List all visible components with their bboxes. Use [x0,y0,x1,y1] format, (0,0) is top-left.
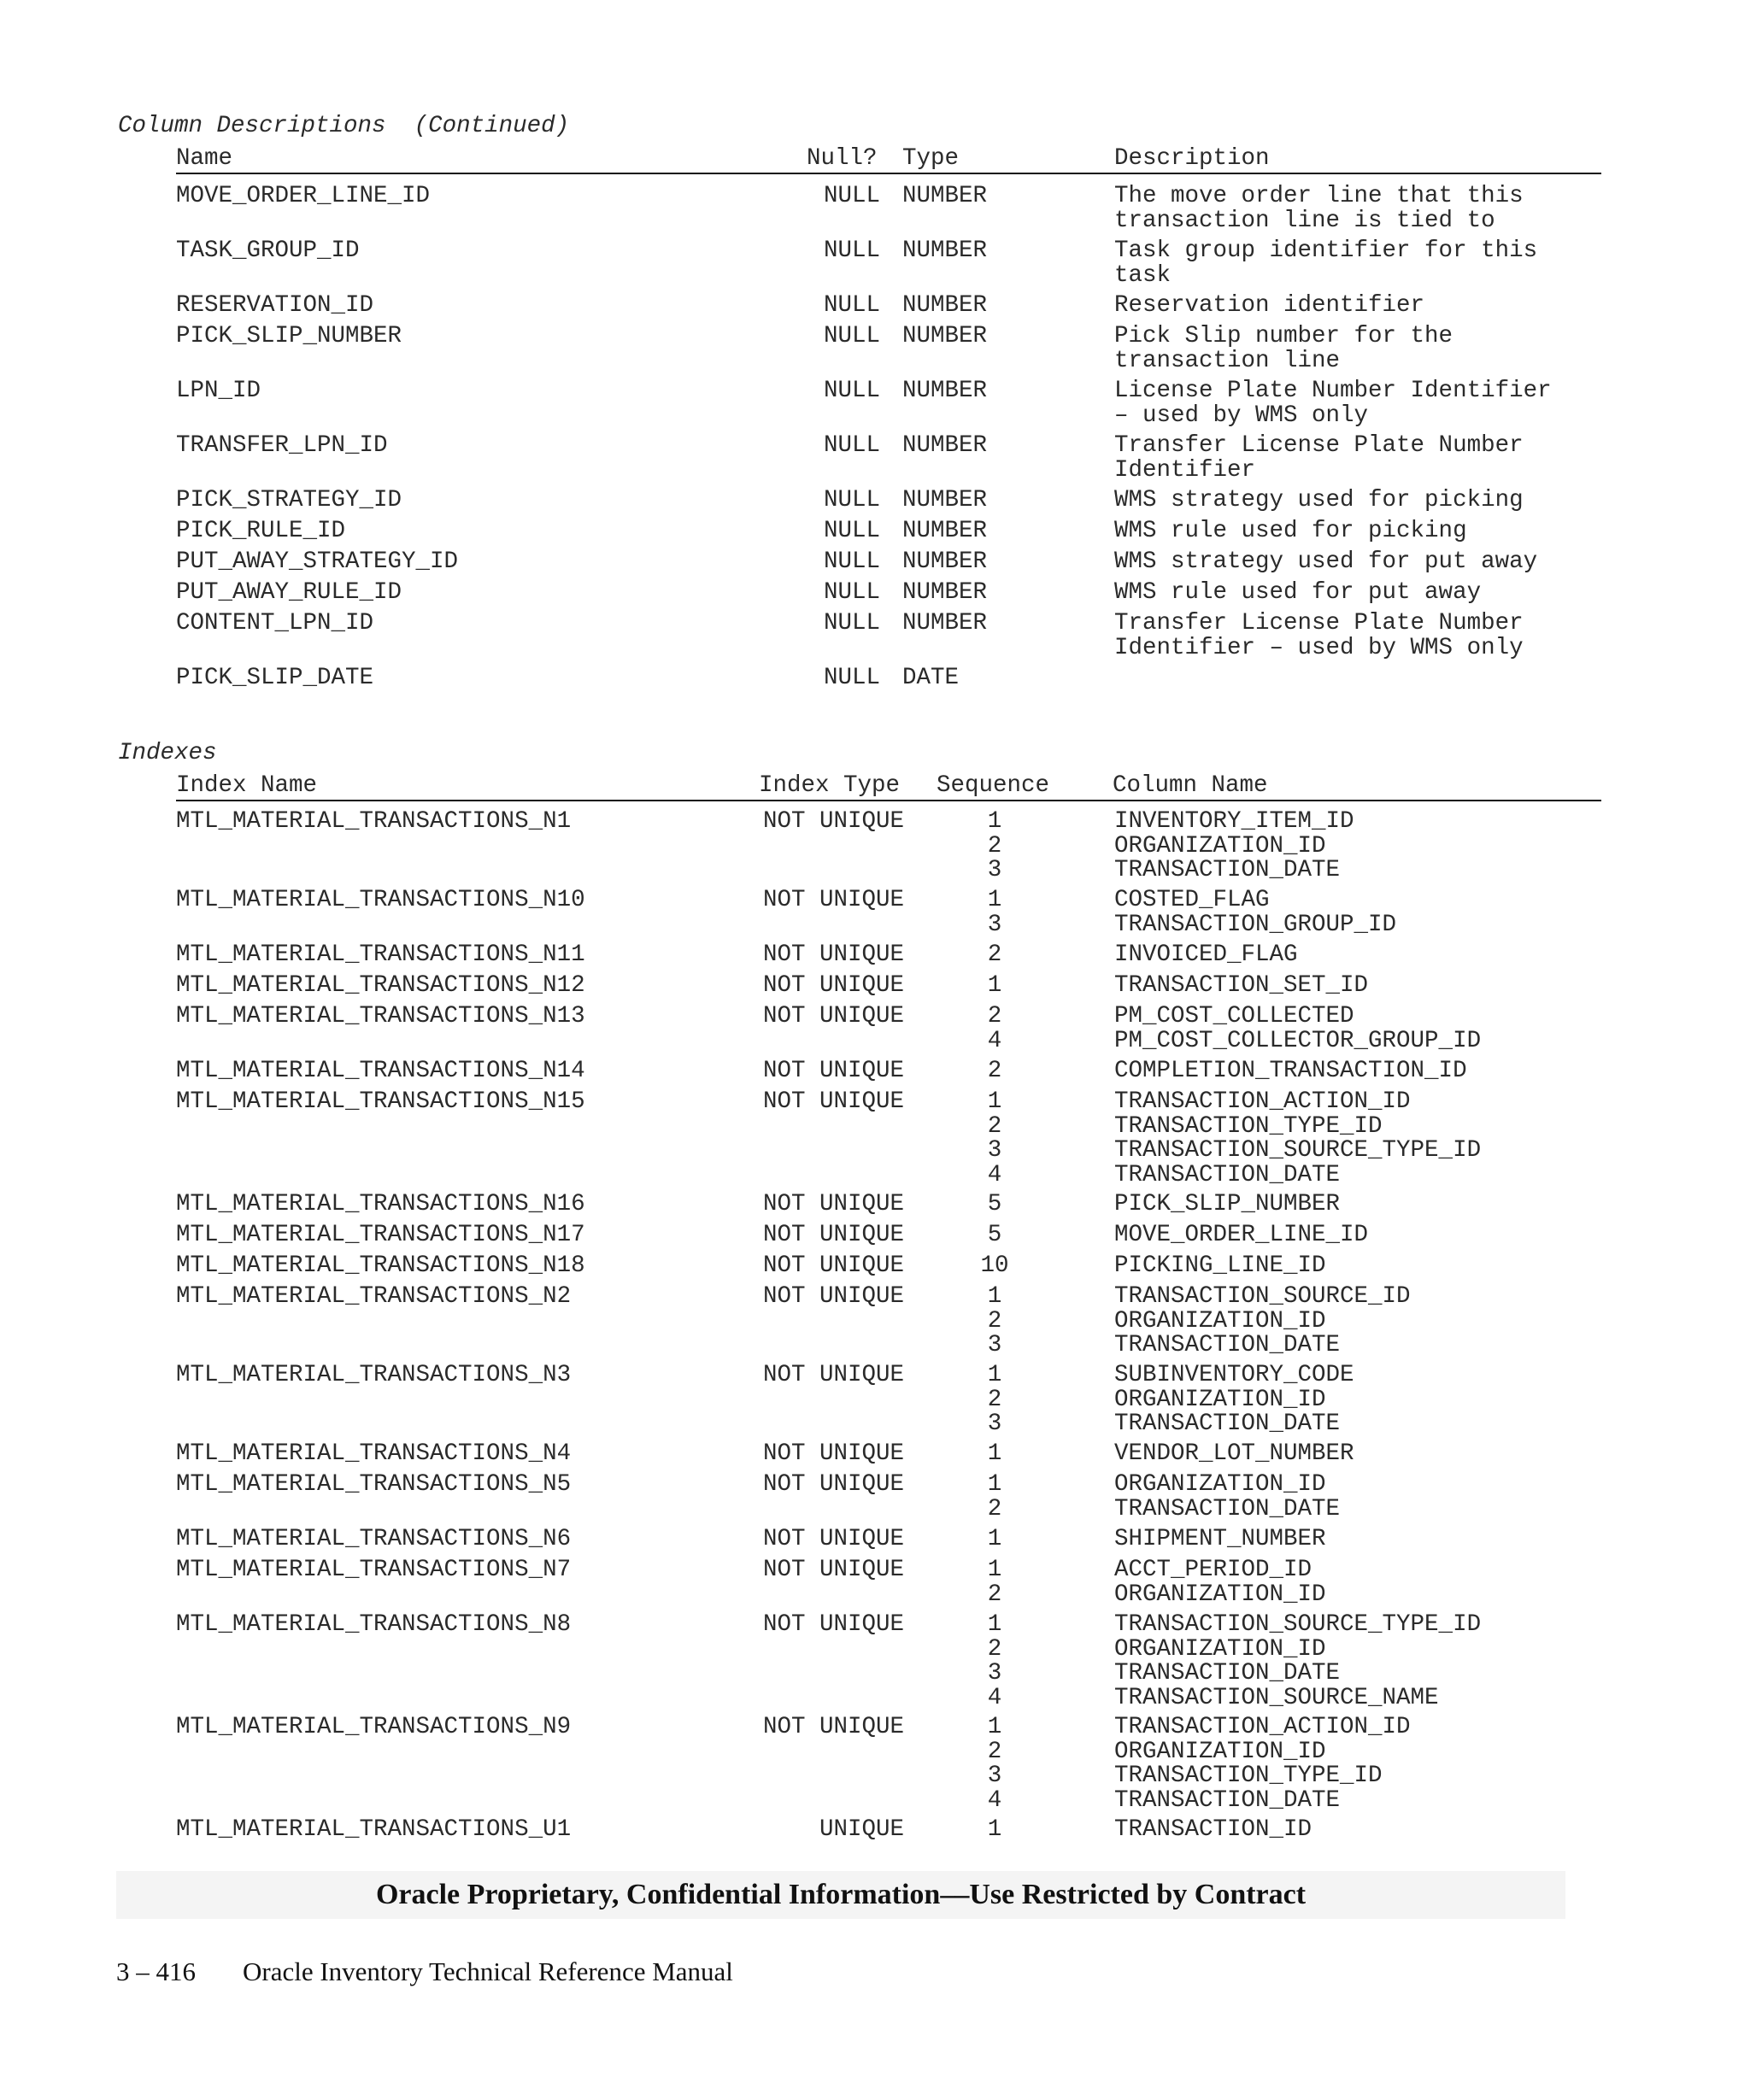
column-type: NUMBER [902,518,988,544]
header-column-name: Column Name [1113,772,1268,799]
column-description-line: Transfer License Plate Number [1114,610,1524,636]
column-name: PICK_SLIP_DATE [176,665,374,691]
column-type: NUMBER [902,292,988,319]
column-description-line: WMS rule used for put away [1114,579,1482,606]
index-sequence: 2 [987,941,1002,968]
index-sequence: 2 [987,1635,1002,1663]
index-sequence: 2 [987,1581,1002,1608]
header-name: Name [176,145,233,172]
section-title [118,114,569,139]
index-type: NOT UNIQUE [762,1714,904,1740]
index-name: MTL_MATERIAL_TRANSACTIONS_N6 [176,1526,572,1552]
column-name: PUT_AWAY_STRATEGY_ID [176,548,459,575]
column-description-line: – used by WMS only [1114,402,1369,429]
column-type: NUMBER [902,323,988,349]
header-null: Null? [807,145,878,172]
index-column-name: PM_COST_COLLECTOR_GROUP_ID [1114,1027,1482,1054]
index-column-name: TRANSACTION_DATE [1114,1411,1341,1437]
index-sequence: 1 [987,808,1002,835]
index-name: MTL_MATERIAL_TRANSACTIONS_N4 [176,1440,572,1467]
index-sequence: 1 [987,1526,1002,1552]
column-null: NULL [823,487,880,513]
column-null: NULL [823,548,880,575]
index-name: MTL_MATERIAL_TRANSACTIONS_N5 [176,1471,572,1498]
index-type: NOT UNIQUE [762,1058,904,1084]
header-rule [176,173,1601,174]
index-sequence: 2 [987,1386,1002,1413]
index-column-name: COMPLETION_TRANSACTION_ID [1114,1058,1467,1084]
column-description-line: WMS rule used for picking [1114,518,1467,544]
index-sequence: 2 [987,1738,1002,1765]
index-header-rule [176,800,1601,801]
index-column-name: SUBINVENTORY_CODE [1114,1362,1354,1388]
index-sequence: 1 [987,1088,1002,1115]
column-null: NULL [823,432,880,459]
index-type: NOT UNIQUE [762,1088,904,1115]
index-column-name: PICKING_LINE_ID [1114,1252,1326,1279]
column-null: NULL [823,378,880,404]
index-column-name: PM_COST_COLLECTED [1114,1003,1354,1029]
index-name: MTL_MATERIAL_TRANSACTIONS_N1 [176,808,572,835]
index-sequence: 5 [987,1222,1002,1248]
index-type: NOT UNIQUE [762,1362,904,1388]
index-type: NOT UNIQUE [762,1191,904,1217]
index-sequence: 3 [987,857,1002,883]
column-description-line: task [1114,261,1172,289]
index-type: NOT UNIQUE [762,1557,904,1583]
index-name: MTL_MATERIAL_TRANSACTIONS_N3 [176,1362,572,1388]
index-type: UNIQUE [819,1816,904,1843]
column-description-line: transaction line is tied to [1114,207,1495,234]
index-sequence: 3 [987,1763,1002,1789]
column-name: PICK_STRATEGY_ID [176,487,402,513]
column-type: NUMBER [902,548,988,575]
index-sequence: 1 [987,1471,1002,1498]
index-type: NOT UNIQUE [762,941,904,968]
index-name: MTL_MATERIAL_TRANSACTIONS_N7 [176,1557,572,1583]
index-type: NOT UNIQUE [762,1440,904,1467]
column-type: NUMBER [902,238,988,264]
index-sequence: 1 [987,972,1002,999]
index-name: MTL_MATERIAL_TRANSACTIONS_N12 [176,972,585,999]
section-title-text: Column Descriptions [118,113,386,139]
column-name: TASK_GROUP_ID [176,238,360,264]
header-sequence: Sequence [937,772,1050,799]
index-type: NOT UNIQUE [762,1003,904,1029]
index-column-name: COSTED_FLAG [1114,887,1270,913]
index-column-name: TRANSACTION_SOURCE_ID [1114,1283,1411,1310]
index-type: NOT UNIQUE [762,1611,904,1638]
index-column-name: TRANSACTION_SOURCE_TYPE_ID [1114,1611,1482,1638]
column-null: NULL [823,610,880,636]
index-sequence: 1 [987,1611,1002,1638]
column-description-line: Transfer License Plate Number [1114,432,1524,459]
column-type: NUMBER [902,378,988,404]
column-description-line: License Plate Number Identifier [1114,378,1552,404]
index-sequence: 2 [987,1495,1002,1522]
index-sequence: 3 [987,1137,1002,1164]
column-name: MOVE_ORDER_LINE_ID [176,183,431,209]
column-type: NUMBER [902,579,988,606]
continued-label: (Continued) [414,113,570,139]
index-name: MTL_MATERIAL_TRANSACTIONS_N2 [176,1283,572,1310]
index-type: NOT UNIQUE [762,1283,904,1310]
index-column-name: TRANSACTION_ID [1114,1816,1312,1843]
index-column-name: TRANSACTION_DATE [1114,1161,1341,1188]
index-sequence: 1 [987,887,1002,913]
column-type: NUMBER [902,183,988,209]
index-type: NOT UNIQUE [762,1222,904,1248]
index-sequence: 1 [987,1714,1002,1740]
index-column-name: ACCT_PERIOD_ID [1114,1557,1312,1583]
index-column-name: ORGANIZATION_ID [1114,1386,1326,1413]
column-description-line: WMS strategy used for put away [1114,548,1538,575]
index-name: MTL_MATERIAL_TRANSACTIONS_N11 [176,941,585,968]
column-description-line: Task group identifier for this [1114,238,1538,264]
index-type: NOT UNIQUE [762,1252,904,1279]
index-column-name: ORGANIZATION_ID [1114,1738,1326,1765]
index-sequence: 2 [987,1058,1002,1084]
index-type: NOT UNIQUE [762,972,904,999]
index-name: MTL_MATERIAL_TRANSACTIONS_N8 [176,1611,572,1638]
index-sequence: 1 [987,1362,1002,1388]
column-null: NULL [823,518,880,544]
index-column-name: ORGANIZATION_ID [1114,1471,1326,1498]
column-name: TRANSFER_LPN_ID [176,432,388,459]
index-sequence: 2 [987,1003,1002,1029]
column-null: NULL [823,665,880,691]
column-name: PICK_RULE_ID [176,518,346,544]
index-sequence: 3 [987,911,1002,938]
column-description-line: Pick Slip number for the [1114,323,1453,349]
index-sequence: 5 [987,1191,1002,1217]
column-type: NUMBER [902,487,988,513]
index-sequence: 4 [987,1161,1002,1188]
column-name: LPN_ID [176,378,261,404]
index-column-name: ORGANIZATION_ID [1114,1307,1326,1334]
index-name: MTL_MATERIAL_TRANSACTIONS_N15 [176,1088,585,1115]
index-sequence: 10 [980,1252,1009,1279]
index-type: NOT UNIQUE [762,1471,904,1498]
index-column-name: TRANSACTION_DATE [1114,857,1341,883]
index-column-name: SHIPMENT_NUMBER [1114,1526,1326,1552]
index-column-name: INVOICED_FLAG [1114,941,1298,968]
index-column-name: TRANSACTION_SET_ID [1114,972,1369,999]
index-sequence: 1 [987,1283,1002,1310]
index-type: NOT UNIQUE [762,1526,904,1552]
manual-title: Oracle Inventory Technical Reference Manual [243,1956,733,1986]
column-type: DATE [902,665,960,691]
index-column-name: TRANSACTION_DATE [1114,1495,1341,1522]
index-sequence: 3 [987,1411,1002,1437]
index-name: MTL_MATERIAL_TRANSACTIONS_N13 [176,1003,585,1029]
indexes-title: Indexes [118,740,217,766]
column-null: NULL [823,183,880,209]
column-name: PUT_AWAY_RULE_ID [176,579,402,606]
index-column-name: TRANSACTION_DATE [1114,1332,1341,1358]
index-column-name: TRANSACTION_SOURCE_NAME [1114,1684,1439,1711]
index-type: NOT UNIQUE [762,887,904,913]
index-name: MTL_MATERIAL_TRANSACTIONS_N16 [176,1191,585,1217]
index-column-name: VENDOR_LOT_NUMBER [1114,1440,1354,1467]
index-column-name: MOVE_ORDER_LINE_ID [1114,1222,1369,1248]
index-sequence: 3 [987,1332,1002,1358]
column-name: PICK_SLIP_NUMBER [176,323,402,349]
index-sequence: 3 [987,1660,1002,1686]
index-name: MTL_MATERIAL_TRANSACTIONS_N14 [176,1058,585,1084]
column-description-line: WMS strategy used for picking [1114,487,1524,513]
index-column-name: INVENTORY_ITEM_ID [1114,808,1354,835]
column-type: NUMBER [902,610,988,636]
index-sequence: 4 [987,1786,1002,1814]
index-column-name: TRANSACTION_TYPE_ID [1114,1112,1383,1140]
index-sequence: 4 [987,1684,1002,1711]
column-name: CONTENT_LPN_ID [176,610,374,636]
index-sequence: 2 [987,1112,1002,1140]
index-name: MTL_MATERIAL_TRANSACTIONS_N10 [176,887,585,913]
index-column-name: TRANSACTION_DATE [1114,1660,1341,1686]
index-column-name: ORGANIZATION_ID [1114,1581,1326,1608]
index-column-name: TRANSACTION_DATE [1114,1786,1341,1814]
header-index-name: Index Name [176,772,318,799]
header-type: Type [902,145,960,172]
column-null: NULL [823,238,880,264]
index-name: MTL_MATERIAL_TRANSACTIONS_N18 [176,1252,585,1279]
index-column-name: ORGANIZATION_ID [1114,1635,1326,1663]
index-column-name: TRANSACTION_ACTION_ID [1114,1714,1411,1740]
header-description: Description [1114,145,1270,172]
column-type: NUMBER [902,432,988,459]
column-null: NULL [823,579,880,606]
column-null: NULL [823,292,880,319]
index-name: MTL_MATERIAL_TRANSACTIONS_N17 [176,1222,585,1248]
index-name: MTL_MATERIAL_TRANSACTIONS_N9 [176,1714,572,1740]
header-index-type: Index Type [759,772,901,799]
page-number: 3 – 416 [116,1956,196,1986]
column-description-line: Reservation identifier [1114,292,1425,319]
column-description-line: The move order line that this [1114,183,1524,209]
index-column-name: ORGANIZATION_ID [1114,832,1326,859]
index-column-name: TRANSACTION_TYPE_ID [1114,1763,1383,1789]
index-column-name: TRANSACTION_GROUP_ID [1114,911,1397,938]
confidential-notice: Oracle Proprietary, Confidential Information––Use Restricted by Contract [375,1879,1307,1910]
index-column-name: TRANSACTION_ACTION_ID [1114,1088,1411,1115]
index-type: NOT UNIQUE [762,808,904,835]
column-description-line: transaction line [1114,347,1341,374]
index-column-name: TRANSACTION_SOURCE_TYPE_ID [1114,1137,1482,1164]
column-null: NULL [823,323,880,349]
index-name: MTL_MATERIAL_TRANSACTIONS_U1 [176,1816,572,1843]
column-description-line: Identifier [1114,456,1256,484]
index-sequence: 1 [987,1816,1002,1843]
index-sequence: 4 [987,1027,1002,1054]
column-description-line: Identifier – used by WMS only [1114,634,1524,661]
index-column-name: PICK_SLIP_NUMBER [1114,1191,1341,1217]
index-sequence: 1 [987,1557,1002,1583]
index-sequence: 2 [987,832,1002,859]
index-sequence: 1 [987,1440,1002,1467]
column-name: RESERVATION_ID [176,292,374,319]
index-sequence: 2 [987,1307,1002,1334]
